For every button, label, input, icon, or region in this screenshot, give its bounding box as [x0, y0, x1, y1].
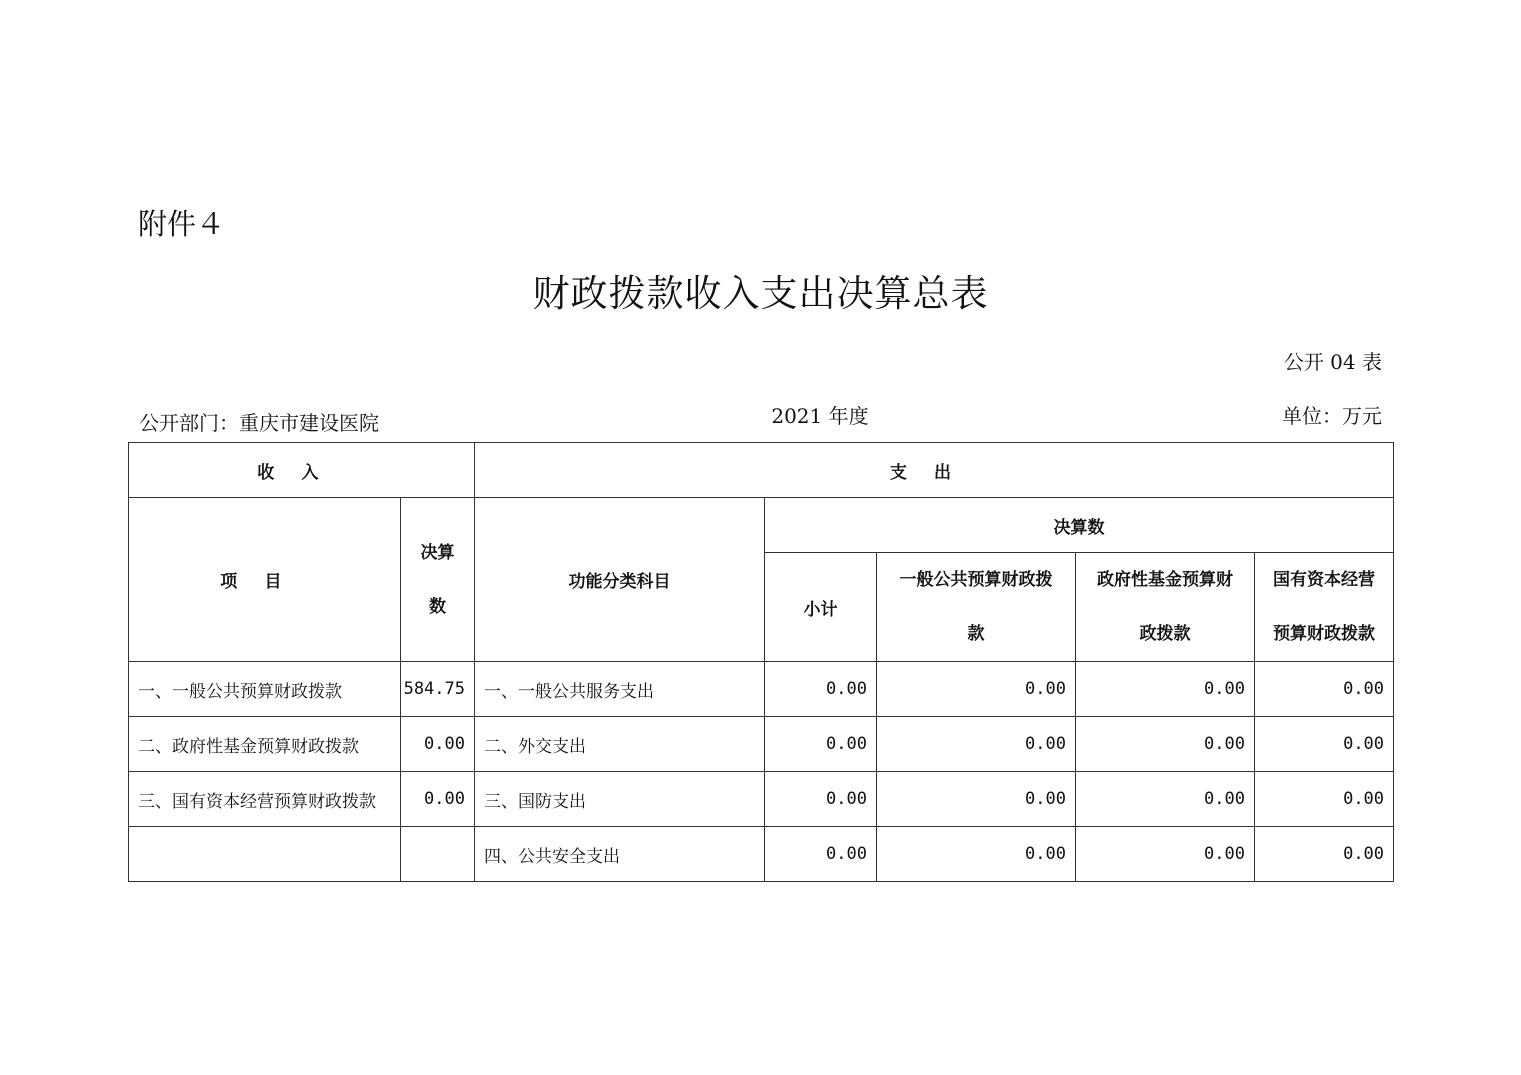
expense-item-cell: 四、公共安全支出 [475, 827, 765, 882]
income-item-cell [129, 827, 401, 882]
fund-budget-cell: 0.00 [1076, 827, 1255, 882]
document-title: 财政拨款收入支出决算总表 [532, 272, 989, 315]
table-row [129, 772, 1394, 827]
subtotal-cell: 0.00 [765, 827, 877, 882]
item-header: 项目 [129, 498, 401, 662]
department-label: 公开部门：重庆市建设医院 [139, 411, 379, 435]
subtotal-cell: 0.00 [765, 662, 877, 717]
subtotal-header: 小计 [765, 553, 877, 662]
income-amount-cell: 584.75 [401, 662, 475, 717]
general-budget-cell: 0.00 [877, 827, 1076, 882]
expenditure-header: 支出 [475, 443, 1394, 498]
function-category-header: 功能分类科目 [475, 498, 765, 662]
income-amount-cell: 0.00 [401, 717, 475, 772]
budget-summary-table [128, 442, 1394, 882]
fiscal-year: 2021 年度 [771, 404, 869, 428]
subtotal-cell: 0.00 [765, 717, 877, 772]
fund-budget-cell: 0.00 [1076, 717, 1255, 772]
table-header-row-2 [129, 498, 1394, 553]
table-row [129, 827, 1394, 882]
expense-item-cell: 一、一般公共服务支出 [475, 662, 765, 717]
general-budget-cell: 0.00 [877, 717, 1076, 772]
attachment-label: 附件４ [138, 207, 226, 241]
table-row [129, 662, 1394, 717]
income-header: 收入 [129, 443, 475, 498]
capital-budget-cell: 0.00 [1255, 662, 1394, 717]
final-amount-group-header: 决算数 [765, 498, 1394, 553]
expense-item-cell: 二、外交支出 [475, 717, 765, 772]
capital-budget-cell: 0.00 [1255, 827, 1394, 882]
unit-label: 单位：万元 [1282, 404, 1382, 428]
fund-budget-cell: 0.00 [1076, 772, 1255, 827]
capital-budget-cell: 0.00 [1255, 717, 1394, 772]
income-item-cell: 一、一般公共预算财政拨款 [129, 662, 401, 717]
capital-budget-cell: 0.00 [1255, 772, 1394, 827]
income-item-cell: 三、国有资本经营预算财政拨款 [129, 772, 401, 827]
table-row [129, 717, 1394, 772]
subtotal-cell: 0.00 [765, 772, 877, 827]
fund-budget-header: 政府性基金预算财政拨款 [1076, 553, 1255, 662]
income-item-cell: 二、政府性基金预算财政拨款 [129, 717, 401, 772]
final-amount-header: 决算数 [401, 498, 475, 662]
capital-budget-header: 国有资本经营预算财政拨款 [1255, 553, 1394, 662]
table-header-row-1 [129, 443, 1394, 498]
form-number: 公开 04 表 [1283, 350, 1382, 374]
general-budget-cell: 0.00 [877, 662, 1076, 717]
general-budget-header: 一般公共预算财政拨款 [877, 553, 1076, 662]
general-budget-cell: 0.00 [877, 772, 1076, 827]
income-amount-cell [401, 827, 475, 882]
income-amount-cell: 0.00 [401, 772, 475, 827]
fund-budget-cell: 0.00 [1076, 662, 1255, 717]
expense-item-cell: 三、国防支出 [475, 772, 765, 827]
